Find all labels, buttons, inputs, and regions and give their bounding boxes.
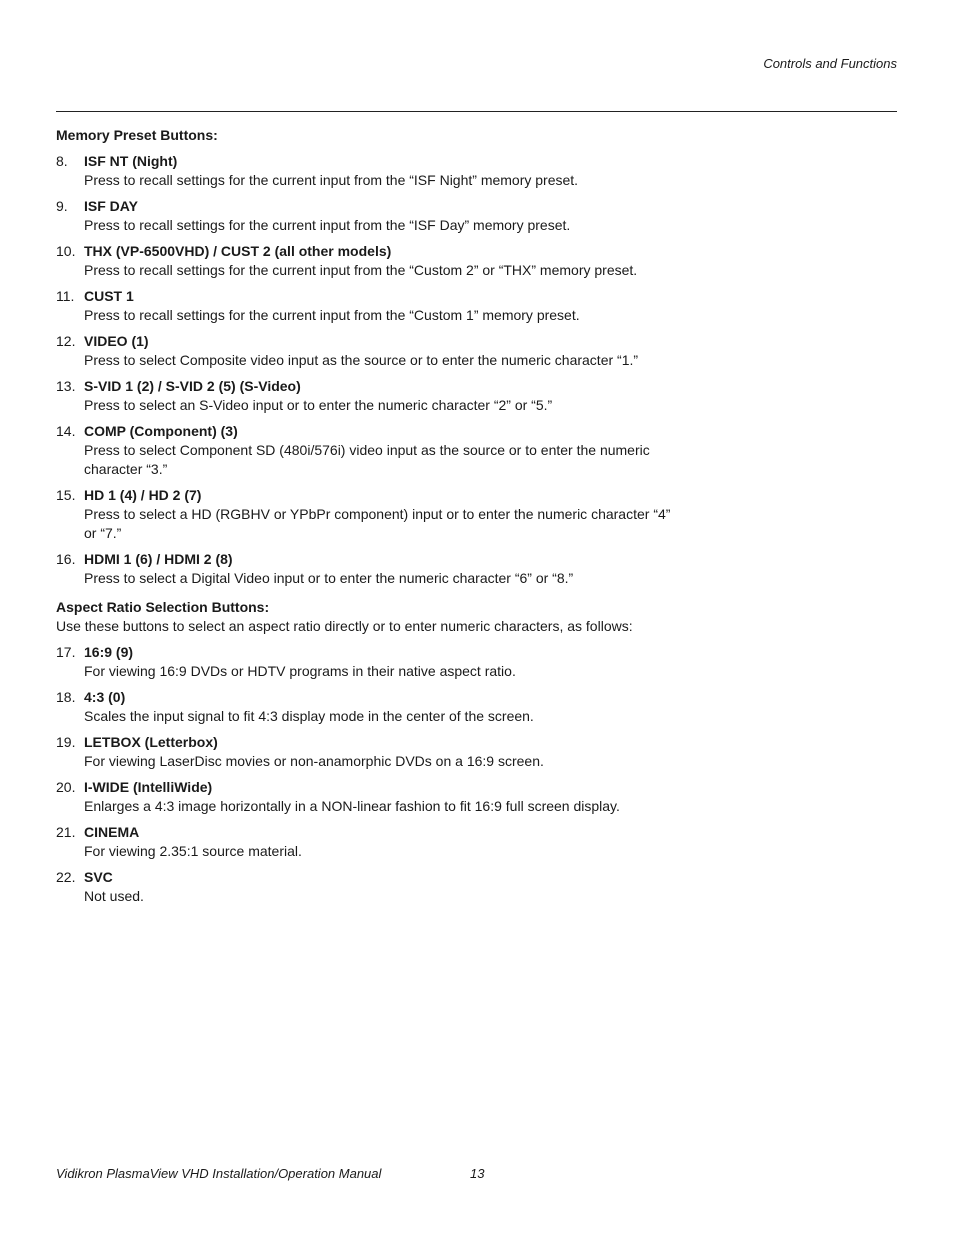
item-label: HDMI 1 (6) / HDMI 2 (8) xyxy=(84,551,233,567)
item-description: Press to recall settings for the current input from the “ISF Day” memory preset. xyxy=(84,217,571,233)
list-item xyxy=(56,332,676,370)
item-label: ISF DAY xyxy=(84,198,138,214)
item-description: Press to select Composite video input as the source or to enter the numeric character “1.” xyxy=(84,352,639,368)
list-item xyxy=(56,550,676,588)
item-number: 21. xyxy=(56,824,76,840)
item-number: 8. xyxy=(56,153,68,169)
item-description: Enlarges a 4:3 image horizontally in a NON-linear fashion to fit 16:9 full screen display. xyxy=(84,798,620,814)
aspect-section-intro: Use these buttons to select an aspect ratio directly or to enter numeric characters, as follows: xyxy=(56,618,633,634)
list-item xyxy=(56,422,676,479)
item-description: For viewing LaserDisc movies or non-anamorphic DVDs on a 16:9 screen. xyxy=(84,753,544,769)
item-label: HD 1 (4) / HD 2 (7) xyxy=(84,487,202,503)
item-number: 18. xyxy=(56,689,76,705)
item-label: THX (VP-6500VHD) / CUST 2 (all other models) xyxy=(84,243,392,259)
list-item xyxy=(56,486,676,543)
item-number: 9. xyxy=(56,198,68,214)
item-description: Press to select an S-Video input or to enter the numeric character “2” or “5.” xyxy=(84,397,553,413)
item-label: 16:9 (9) xyxy=(84,644,134,660)
item-number: 10. xyxy=(56,243,76,259)
footer-manual-title: Vidikron PlasmaView VHD Installation/Operation Manual xyxy=(56,1166,382,1181)
item-description: Press to recall settings for the current input from the “ISF Night” memory preset. xyxy=(84,172,579,188)
item-label: I-WIDE (IntelliWide) xyxy=(84,779,213,795)
item-label: CINEMA xyxy=(84,824,140,840)
list-item xyxy=(56,823,676,861)
aspect-section-title: Aspect Ratio Selection Buttons: xyxy=(56,599,270,615)
list-item xyxy=(56,377,676,415)
item-label: COMP (Component) (3) xyxy=(84,423,238,439)
item-number: 11. xyxy=(56,288,75,304)
item-number: 14. xyxy=(56,423,76,439)
item-number: 12. xyxy=(56,333,76,349)
item-label: 4:3 (0) xyxy=(84,689,126,705)
item-label: SVC xyxy=(84,869,113,885)
item-description: Press to select a Digital Video input or to enter the numeric character “6” or “8.” xyxy=(84,570,574,586)
list-item xyxy=(56,287,676,325)
item-description: Not used. xyxy=(84,888,144,904)
list-item xyxy=(56,733,676,771)
item-description: Press to recall settings for the current input from the “Custom 2” or “THX” memory preset. xyxy=(84,262,638,278)
item-description: For viewing 2.35:1 source material. xyxy=(84,843,302,859)
item-description: Press to recall settings for the current input from the “Custom 1” memory preset. xyxy=(84,307,580,323)
list-item xyxy=(56,152,676,190)
item-number: 20. xyxy=(56,779,76,795)
item-number: 22. xyxy=(56,869,76,885)
list-item xyxy=(56,868,676,906)
memory-section-title: Memory Preset Buttons: xyxy=(56,127,218,143)
item-label: VIDEO (1) xyxy=(84,333,149,349)
item-label: CUST 1 xyxy=(84,288,134,304)
item-label: S-VID 1 (2) / S-VID 2 (5) (S-Video) xyxy=(84,378,301,394)
item-description: Press to select Component SD (480i/576i) video input as the source or to enter the numeric character “3.” xyxy=(84,442,650,477)
list-item xyxy=(56,197,676,235)
item-number: 16. xyxy=(56,551,76,567)
item-number: 19. xyxy=(56,734,76,750)
list-item xyxy=(56,778,676,816)
item-label: LETBOX (Letterbox) xyxy=(84,734,218,750)
list-item xyxy=(56,242,676,280)
item-description: Scales the input signal to fit 4:3 display mode in the center of the screen. xyxy=(84,708,534,724)
item-description: Press to select a HD (RGBHV or YPbPr component) input or to enter the numeric character “4” or “7.” xyxy=(84,506,671,541)
list-item xyxy=(56,643,676,681)
running-header: Controls and Functions xyxy=(763,56,897,71)
list-item xyxy=(56,688,676,726)
item-number: 15. xyxy=(56,487,76,503)
header-rule xyxy=(56,111,897,112)
item-description: For viewing 16:9 DVDs or HDTV programs in their native aspect ratio. xyxy=(84,663,516,679)
item-number: 17. xyxy=(56,644,76,660)
footer-page-number: 13 xyxy=(470,1166,485,1181)
item-label: ISF NT (Night) xyxy=(84,153,178,169)
page-content xyxy=(56,126,676,906)
item-number: 13. xyxy=(56,378,76,394)
